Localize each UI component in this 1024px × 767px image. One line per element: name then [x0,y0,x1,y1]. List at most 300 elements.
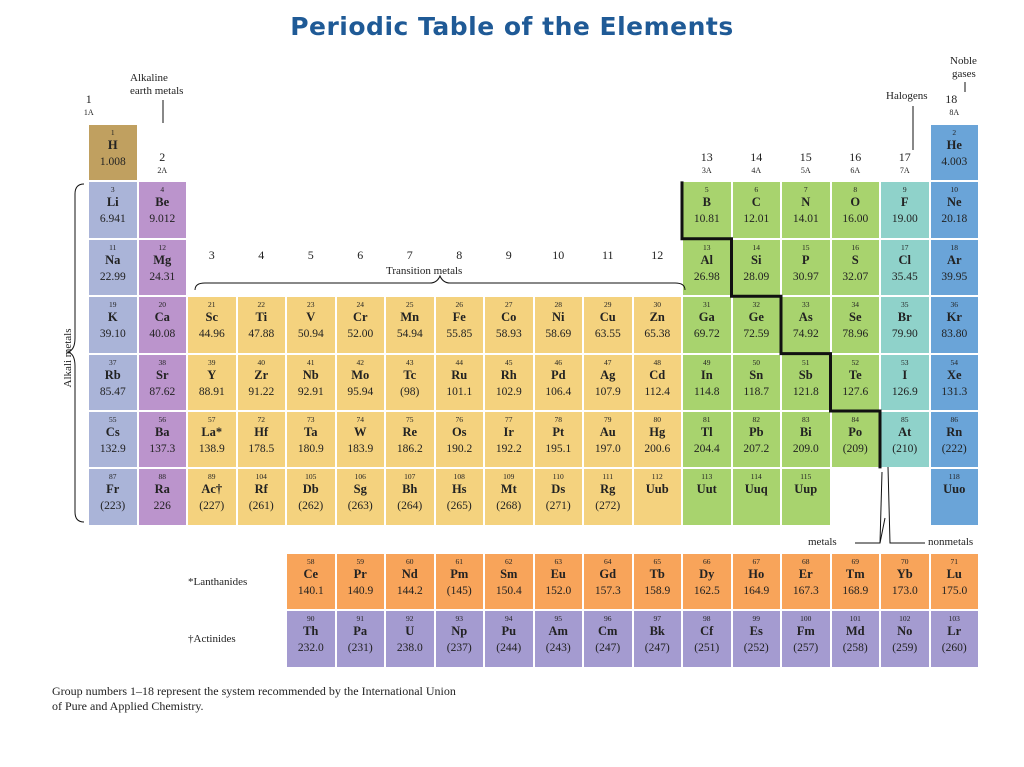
element-symbol: Os [451,425,467,439]
atomic-mass: (98) [400,385,420,398]
atomic-number: 74 [356,415,364,424]
atomic-number: 58 [307,557,315,566]
atomic-number: 4 [160,185,165,195]
element-symbol: Uuq [744,482,768,497]
atomic-mass: 91.22 [248,385,275,398]
atomic-number: 101 [849,614,861,624]
element-symbol: P [801,252,810,267]
element-symbol: B [702,195,711,210]
element-symbol: Pu [501,624,517,639]
atomic-number: 105 [305,472,317,482]
atomic-number: 13 [703,242,711,252]
element-symbol: Cl [898,252,911,267]
atomic-number: 41 [307,357,315,367]
atomic-number: 19 [109,300,117,310]
atomic-mass: 127.6 [842,385,869,398]
atomic-mass: 44.96 [198,328,225,341]
atomic-number: 62 [505,557,513,566]
atomic-mass: (252) [743,642,769,655]
atomic-mass: 20.18 [941,213,968,226]
atomic-number: 79 [604,415,612,424]
atomic-mass: 102.9 [495,385,522,398]
atomic-mass: 150.4 [495,585,522,597]
atomic-number: 108 [453,472,465,482]
element-symbol: Mg [153,252,172,267]
group-number: 10 [552,248,565,262]
element-symbol: Th [303,624,319,639]
atomic-number: 57 [208,415,216,424]
element-symbol: Np [451,624,468,639]
atomic-number: 109 [503,472,515,482]
atomic-mass: 157.3 [594,585,621,597]
element-symbol: Sr [156,367,169,382]
atomic-number: 64 [604,557,612,566]
element-symbol: Zn [649,310,665,325]
element-symbol: Cf [700,624,714,639]
atomic-mass: (260) [941,642,967,655]
element-symbol: Ru [451,367,468,382]
atomic-mass: 131.3 [941,385,968,398]
atomic-mass: 72.59 [743,328,770,341]
atomic-mass: 168.9 [842,585,869,597]
element-symbol: Ra [154,482,170,497]
element-symbol: Re [402,425,418,439]
alkali-brace [68,184,84,522]
atomic-number: 25 [406,300,414,310]
element-symbol: Pr [353,567,367,581]
element-symbol: Ne [946,195,962,210]
atomic-mass: 140.1 [297,585,324,597]
atomic-mass: 226 [153,500,171,513]
atomic-number: 88 [158,472,166,482]
element-symbol: Tm [845,567,865,581]
atomic-mass: (247) [644,642,670,655]
atomic-number: 46 [554,357,562,367]
group-number: 8 [456,248,463,262]
element-symbol: Be [155,195,170,210]
element-symbol: Li [106,195,119,210]
atomic-mass: (231) [347,642,373,655]
atomic-number: 76 [455,415,463,424]
atomic-number: 70 [901,557,909,566]
atomic-mass: 158.9 [644,585,671,597]
element-symbol: Uup [794,482,818,497]
atomic-mass: 144.2 [396,585,423,597]
atomic-mass: 63.55 [594,328,621,341]
atomic-mass: (272) [595,500,621,513]
alkaline-earth-label: Alkaline [130,72,168,84]
atomic-mass: 26.98 [693,270,720,283]
atomic-mass: (243) [545,642,571,655]
element-symbol: No [897,624,913,639]
element-symbol: U [405,624,415,639]
group-subnumber: 4A [751,166,762,175]
noble-gases-label: gases [952,68,976,80]
atomic-number: 69 [851,557,859,566]
atomic-number: 34 [851,300,859,310]
atomic-number: 67 [752,557,760,566]
atomic-mass: 207.2 [743,443,770,455]
nonmetals-label: nonmetals [928,536,974,548]
element-symbol: At [898,425,912,439]
atomic-mass: 79.90 [891,328,918,341]
atomic-mass: 28.09 [743,270,770,283]
atomic-number: 10 [950,185,958,195]
element-symbol: Ta [304,425,318,439]
atomic-mass: 238.0 [396,642,423,655]
footnote [52,684,456,714]
element-symbol: Er [798,567,813,581]
atomic-mass: 78.96 [842,328,869,341]
atomic-number: 55 [109,415,117,424]
group-subnumber: 6A [850,166,861,175]
atomic-number: 49 [703,357,711,367]
atomic-number: 9 [902,185,907,195]
atomic-mass: 121.8 [792,385,819,398]
atomic-mass: 92.91 [297,385,324,398]
atomic-number: 15 [802,242,810,252]
atomic-mass: 197.0 [594,443,621,455]
atomic-mass: 88.91 [198,385,225,398]
footnote-line-1: Group numbers 1–18 represent the system recommended by the International Union [52,684,456,698]
atomic-number: 35 [901,300,909,310]
atomic-mass: 22.99 [99,270,126,283]
element-symbol: Hs [451,482,467,497]
atomic-number: 81 [703,415,711,424]
atomic-number: 44 [455,357,463,367]
atomic-number: 39 [208,357,216,367]
metal-nonmetal-boundary [682,181,880,468]
atomic-number: 118 [948,472,960,482]
element-symbol: Sn [749,367,764,382]
atomic-number: 61 [455,557,463,566]
atomic-number: 111 [602,472,614,482]
element-symbol: Si [751,252,762,267]
group-number: 5 [307,248,314,262]
atomic-mass: 152.0 [545,585,572,597]
element-symbol: Yb [896,567,913,581]
transition-metals-label: Transition metals [386,265,463,277]
atomic-mass: 112.4 [644,385,670,398]
atomic-mass: 140.9 [347,585,374,597]
atomic-mass: (247) [595,642,621,655]
atomic-number: 94 [505,614,513,624]
atomic-number: 3 [110,185,115,195]
atomic-mass: 14.01 [792,213,819,226]
element-symbol: Cd [649,367,666,382]
atomic-number: 33 [802,300,810,310]
atomic-mass: (258) [842,642,868,655]
element-symbol: Cu [599,310,616,325]
atomic-number: 100 [800,614,812,624]
group-number: 16 [849,150,862,164]
element-symbol: La* [201,425,223,439]
atomic-mass: 101.1 [446,385,473,398]
element-symbol: Pd [550,367,566,382]
atomic-number: 40 [257,357,265,367]
element-symbol: Tb [649,567,665,581]
element-symbol: Pm [450,567,469,581]
atomic-mass: 9.012 [149,213,176,226]
element-symbol: Rn [946,425,963,439]
element-symbol: Hg [649,425,666,439]
atomic-mass: (262) [298,500,324,513]
atomic-mass: 1.008 [99,156,126,168]
atomic-number: 24 [356,300,364,310]
group-number: 1 [85,92,92,106]
element-symbol: Tl [700,425,713,439]
metals-label: metals [808,536,837,548]
atomic-mass: 58.93 [495,328,522,341]
atomic-mass: (261) [248,500,274,513]
atomic-mass: 232.0 [297,642,324,655]
atomic-mass: 200.6 [644,443,671,455]
element-symbol: Po [848,425,863,439]
atomic-mass: 16.00 [842,213,869,226]
atomic-number: 113 [701,472,713,482]
atomic-mass: 95.94 [347,385,374,398]
atomic-mass: 178.5 [248,443,275,455]
atomic-mass: (263) [347,500,373,513]
element-symbol: Gd [599,567,617,581]
element-symbol: Ho [748,567,765,581]
atomic-number: 99 [752,614,760,624]
atomic-number: 96 [604,614,612,624]
atomic-number: 11 [109,242,117,252]
atomic-mass: 138.9 [198,443,225,455]
noble-gases-label: Noble [950,55,977,67]
element-symbol: H [107,138,118,152]
element-symbol: Fr [106,482,120,497]
element-symbol: Rg [600,482,616,497]
atomic-mass: 204.4 [693,443,720,455]
atomic-number: 97 [653,614,661,624]
group-number: 7 [406,248,413,262]
atomic-number: 29 [604,300,612,310]
transition-bracket [195,276,685,290]
atomic-number: 7 [803,185,808,195]
atomic-number: 106 [354,472,366,482]
atomic-mass: (223) [100,500,126,513]
atomic-number: 90 [307,614,315,624]
atomic-mass: (244) [496,642,522,655]
atomic-number: 77 [505,415,513,424]
element-symbol: Ga [698,310,715,325]
element-symbol: O [850,195,861,210]
atomic-number: 89 [208,472,216,482]
element-symbol: Bh [402,482,418,497]
atomic-number: 68 [802,557,810,566]
element-symbol: Hf [254,425,269,439]
group-number: 18 [945,92,958,106]
atomic-mass: 162.5 [693,585,720,597]
atomic-number: 91 [356,614,364,624]
atomic-number: 102 [899,614,911,624]
element-symbol: Ac† [201,482,223,497]
atomic-mass: (227) [199,500,225,513]
atomic-number: 16 [851,242,859,252]
element-symbol: Fm [796,624,815,639]
atomic-number: 51 [802,357,810,367]
element-symbol: Nb [302,367,319,382]
element-symbol: Bi [799,425,812,439]
element-symbol: Mo [351,367,370,382]
atomic-number: 72 [257,415,265,424]
atomic-mass: (210) [892,443,918,455]
atomic-number: 12 [158,242,166,252]
group-subnumber: 8A [949,108,960,117]
element-symbol: As [798,310,813,325]
atomic-number: 22 [257,300,265,310]
atomic-mass: (257) [793,642,819,655]
atomic-number: 71 [950,557,958,566]
atomic-mass: 167.3 [792,585,819,597]
atomic-mass: 186.2 [396,443,423,455]
atomic-number: 31 [703,300,711,310]
atomic-mass: 106.4 [545,385,572,398]
atomic-number: 95 [554,614,562,624]
atomic-number: 18 [950,242,958,252]
atomic-mass: 173.0 [891,585,918,597]
element-symbol: Br [897,310,912,325]
atomic-mass: 85.47 [99,385,126,398]
group-subnumber: 1A [83,108,94,117]
atomic-mass: 175.0 [941,585,968,597]
atomic-mass: 39.95 [941,270,968,283]
atomic-mass: 83.80 [941,328,968,341]
atomic-mass: (264) [397,500,423,513]
element-symbol: He [946,138,962,152]
element-symbol: Ds [551,482,566,497]
atomic-mass: (237) [446,642,472,655]
element-symbol: Am [548,624,568,639]
element-symbol: Ag [600,367,616,382]
atomic-number: 59 [356,557,364,566]
group-number: 3 [208,248,215,262]
atomic-mass: 132.9 [99,443,126,455]
atomic-number: 47 [604,357,612,367]
atomic-mass: 209.0 [792,443,819,455]
element-symbol: Y [207,367,217,382]
atomic-number: 115 [800,472,812,482]
group-number: 9 [505,248,512,262]
atomic-number: 1 [110,128,115,137]
element-symbol: Co [501,310,517,325]
atomic-number: 56 [158,415,166,424]
page-title: Periodic Table of the Elements [290,12,734,41]
element-symbol: V [306,310,316,325]
element-symbol: Se [849,310,862,325]
atomic-number: 50 [752,357,760,367]
alkaline-earth-label: earth metals [130,85,184,97]
element-symbol: Sg [353,482,367,497]
element-symbol: Na [105,252,121,267]
element-symbol: Dy [699,567,715,581]
atomic-mass: 180.9 [297,443,324,455]
group-subnumber: 5A [800,166,811,175]
element-symbol: Cr [352,310,368,325]
atomic-mass: 195.1 [545,443,572,455]
atomic-number: 60 [406,557,414,566]
atomic-number: 83 [802,415,810,424]
element-symbol: Cm [598,624,618,639]
actinides-label: †Actinides [188,633,236,645]
element-symbol: Ti [255,310,268,325]
atomic-number: 92 [406,614,414,624]
atomic-number: 20 [158,300,166,310]
atomic-mass: 40.08 [149,328,176,341]
atomic-number: 26 [455,300,463,310]
atomic-mass: (251) [694,642,720,655]
atomic-number: 48 [653,357,661,367]
element-symbol: Zr [254,367,269,382]
element-symbol: Lu [946,567,962,581]
atomic-number: 98 [703,614,711,624]
element-symbol: Rh [500,367,517,382]
group-number: 13 [700,150,713,164]
group-number: 14 [750,150,763,164]
element-symbol: Md [845,624,865,639]
atomic-mass: 183.9 [347,443,374,455]
atomic-number: 6 [754,185,759,195]
atomic-number: 65 [653,557,661,566]
atomic-mass: 190.2 [446,443,473,455]
atomic-number: 21 [208,300,216,310]
atomic-mass: 192.2 [495,443,522,455]
atomic-mass: 32.07 [842,270,869,283]
atomic-mass: (222) [941,443,967,455]
atomic-number: 66 [703,557,711,566]
element-symbol: Ca [154,310,170,325]
atomic-mass: (259) [892,642,918,655]
element-symbol: Uuo [943,482,966,497]
element-symbol: Pb [748,425,764,439]
atomic-mass: 69.72 [693,328,720,341]
atomic-mass: (209) [842,443,868,455]
atomic-mass: 24.31 [149,270,176,283]
group-subnumber: 2A [157,166,168,175]
group-number: 4 [258,248,265,262]
element-symbol: Uub [645,482,669,497]
atomic-mass: (268) [496,500,522,513]
group-subnumber: 7A [899,166,910,175]
footnote-line-2: of Pure and Applied Chemistry. [52,699,204,713]
element-symbol: Mt [500,482,517,497]
atomic-mass: 4.003 [941,156,968,168]
element-symbol: Pt [552,425,565,439]
atomic-number: 23 [307,300,315,310]
atomic-number: 32 [752,300,760,310]
atomic-number: 43 [406,357,414,367]
element-symbol: Fe [452,310,466,325]
atomic-mass: 10.81 [693,213,720,226]
atomic-mass: 55.85 [446,328,473,341]
element-symbol: Sb [798,367,813,382]
atomic-number: 103 [948,614,960,624]
halogens-label: Halogens [886,90,928,102]
atomic-number: 93 [455,614,463,624]
atomic-mass: 54.94 [396,328,423,341]
atomic-number: 17 [901,242,909,252]
atomic-mass: 50.94 [297,328,324,341]
atomic-number: 36 [950,300,958,310]
group-subnumber: 3A [701,166,712,175]
element-symbol: In [700,367,713,382]
atomic-number: 5 [704,185,709,195]
element-symbol: I [902,367,908,382]
element-symbol: Cs [105,425,120,439]
element-symbol: Te [848,367,862,382]
